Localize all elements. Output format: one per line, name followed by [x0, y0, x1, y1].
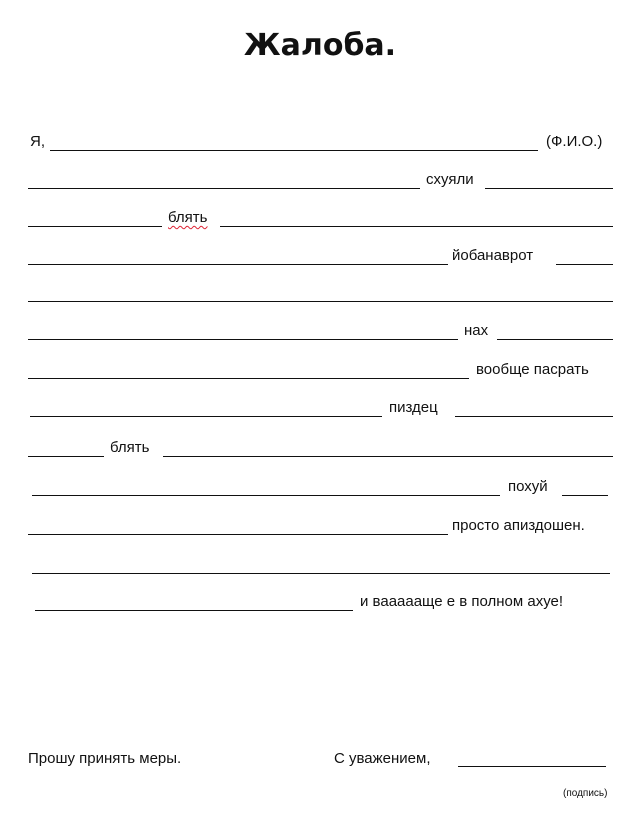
blank-line[interactable] [28, 456, 104, 457]
fio-prefix: Я, [30, 133, 45, 150]
blank-line[interactable] [455, 416, 613, 417]
row-word: вообще пасрать [476, 361, 589, 378]
signature-hint: (подпись) [563, 788, 608, 799]
blank-line[interactable] [28, 226, 162, 227]
row-word: йобанаврот [452, 247, 534, 264]
row-word: похуй [508, 478, 548, 495]
row-word: блять [110, 439, 150, 456]
blank-line[interactable] [497, 339, 613, 340]
blank-line[interactable] [556, 264, 613, 265]
blank-line[interactable] [32, 573, 610, 574]
blank-line[interactable] [35, 610, 353, 611]
row-word: нах [464, 322, 489, 339]
row-word: схуяли [426, 171, 474, 188]
blank-line[interactable] [30, 416, 382, 417]
blank-line[interactable] [485, 188, 613, 189]
blank-line[interactable] [28, 188, 420, 189]
row-word: и ваааааще е в полном ахуе! [360, 593, 564, 610]
blank-line[interactable] [28, 301, 613, 302]
blank-line[interactable] [28, 339, 458, 340]
fio-label: (Ф.И.О.) [546, 133, 603, 150]
row-word: блять [168, 209, 208, 226]
blank-line[interactable] [163, 456, 613, 457]
request-text: Прошу принять меры. [28, 750, 182, 767]
blank-line[interactable] [562, 495, 608, 496]
regards-text: С уважением, [334, 750, 431, 767]
row-word: просто апиздошен. [452, 517, 585, 534]
blank-line[interactable] [28, 264, 448, 265]
document-title: Жалоба. [243, 28, 397, 63]
signature-line[interactable] [458, 766, 606, 767]
blank-line[interactable] [220, 226, 613, 227]
blank-line[interactable] [28, 534, 448, 535]
blank-line[interactable] [28, 378, 469, 379]
blank-line[interactable] [32, 495, 500, 496]
row-word: пиздец [389, 399, 438, 416]
fio-line[interactable] [50, 150, 538, 151]
